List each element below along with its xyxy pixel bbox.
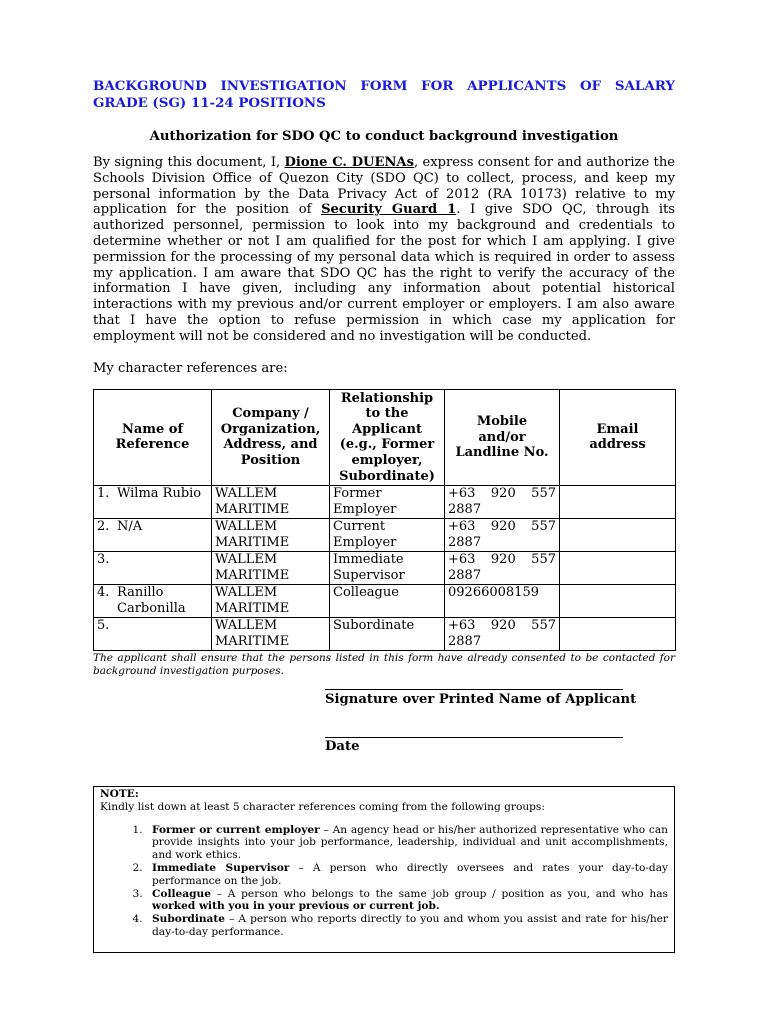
note-term: Immediate Supervisor	[152, 861, 290, 874]
ref-mobile-line1: +63 920 557	[448, 618, 556, 634]
table-row	[94, 585, 676, 618]
ref-email	[560, 618, 676, 651]
ref-mobile-line2: 2887	[448, 567, 482, 583]
ref-name-cell	[94, 585, 212, 618]
header-email: Email address	[560, 389, 676, 486]
references-table	[93, 389, 676, 652]
ref-name-cell	[94, 552, 212, 585]
table-row	[94, 519, 676, 552]
header-company: Company / Organization, Address, and Position	[212, 389, 330, 486]
ref-company: WALLEM MARITIME	[212, 618, 330, 651]
ref-name: Ranillo Carbonilla	[117, 585, 186, 616]
ref-name: Wilma Rubio	[117, 486, 202, 502]
ref-email	[560, 486, 676, 519]
ref-email	[560, 585, 676, 618]
table-header-row	[94, 389, 676, 486]
note-box	[93, 786, 675, 953]
ref-name-cell	[94, 519, 212, 552]
list-item	[146, 913, 668, 939]
header-name: Name of Reference	[94, 389, 212, 486]
table-row	[94, 618, 676, 651]
ref-email	[560, 519, 676, 552]
date-label: Date	[325, 739, 360, 754]
consent-paragraph	[93, 155, 675, 345]
note-desc: – An agency head or his/her authorized representative who can provide insights into your job performance, leadership, individual and unit accomplishments, and work ethics.	[152, 823, 668, 862]
document-page	[93, 78, 675, 677]
consent-disclaimer: The applicant shall ensure that the persons listed in this form have already consented to be contacted for background investigation purposes.	[93, 652, 675, 677]
ref-name	[117, 552, 208, 568]
consent-text-1: By signing this document, I,	[93, 155, 285, 170]
ref-mobile-cell	[445, 519, 560, 552]
ref-mobile-line1: +63 920 557	[448, 552, 556, 568]
ref-number: 1.	[97, 486, 110, 502]
ref-relationship: Colleague	[330, 585, 445, 618]
ref-mobile-line2: 2887	[448, 633, 482, 649]
ref-mobile-line1: 09266008159	[448, 585, 539, 601]
ref-relationship: Immediate Supervisor	[330, 552, 445, 585]
ref-mobile-cell	[445, 585, 560, 618]
ref-name-cell	[94, 486, 212, 519]
note-heading: NOTE:	[100, 788, 139, 800]
ref-mobile-line1: +63 920 557	[448, 486, 556, 502]
ref-mobile-line2: 2887	[448, 501, 482, 517]
header-mobile: Mobile and/or Landline No.	[445, 389, 560, 486]
ref-name-cell	[94, 618, 212, 651]
references-intro: My character references are:	[93, 360, 288, 376]
list-item	[146, 888, 668, 914]
position-name: Security Guard 1	[321, 202, 457, 218]
header-relationship: Relationship to the Applicant (e.g., Former employer, Subordinate)	[330, 389, 445, 486]
form-subtitle: Authorization for SDO QC to conduct background investigation	[149, 129, 619, 144]
ref-mobile-cell	[445, 486, 560, 519]
ref-relationship: Subordinate	[330, 618, 445, 651]
list-item	[146, 824, 668, 862]
ref-company: WALLEM MARITIME	[212, 486, 330, 519]
signature-label: Signature over Printed Name of Applicant	[325, 692, 637, 707]
ref-number: 4.	[97, 585, 110, 601]
signature-line	[325, 689, 623, 690]
ref-email	[560, 552, 676, 585]
applicant-name: Dione C. DUENAs	[284, 155, 414, 170]
table-row	[94, 552, 676, 585]
ref-number: 3.	[97, 552, 110, 568]
ref-company: WALLEM MARITIME	[212, 552, 330, 585]
list-item	[146, 862, 668, 888]
note-term: Colleague	[152, 887, 212, 900]
ref-company: WALLEM MARITIME	[212, 519, 330, 552]
ref-mobile-cell	[445, 552, 560, 585]
ref-mobile-line1: +63 920 557	[448, 519, 556, 535]
note-desc: – A person who belongs to the same job group / position as you, and who has	[211, 887, 668, 900]
consent-text-3: . I give SDO QC, through its authorized personnel, permission to look into my background and credentials to determine whether or not I am qualified for the post for which I am applying. I give permission for the processing of my personal data which is required in order to assess my application. I am aware that SDO QC has the right to verify the accuracy of the information I have given, including any information about potential historical interactions with my previous and/or current employer or employers. I am also aware that I have the option to refuse permission in which case my application for employment will not be considered and no investigation will be conducted.	[93, 202, 675, 344]
note-desc: – A person who reports directly to you and whom you assist and rate for his/her day-to-day performance.	[152, 913, 668, 938]
ref-number: 2.	[97, 519, 110, 535]
date-line	[325, 737, 623, 738]
ref-mobile-line2: 2887	[448, 534, 482, 550]
note-desc: – A person who directly oversees and rates your day-to-day performance on the job.	[152, 861, 668, 887]
ref-name: N/A	[117, 519, 143, 535]
ref-relationship: Former Employer	[330, 486, 445, 519]
ref-company: WALLEM MARITIME	[212, 585, 330, 618]
ref-number: 5.	[97, 618, 110, 634]
consent-text-2: , express consent for and authorize the Schools Division Office of Quezon City (SDO QC) to collect, process, and keep my personal information by the Data Privacy Act of 2012 (RA 10173) relative to my application for the position of	[93, 155, 675, 218]
form-title: BACKGROUND INVESTIGATION FORM FOR APPLICANTS OF SALARY GRADE (SG) 11-24 POSITIONS	[93, 78, 675, 111]
ref-name	[117, 618, 208, 634]
ref-mobile-cell	[445, 618, 560, 651]
note-bold-tail: worked with you in your previous or current job.	[152, 900, 440, 913]
table-row	[94, 486, 676, 519]
ref-relationship: Current Employer	[330, 519, 445, 552]
note-term: Subordinate	[152, 913, 226, 926]
note-list	[100, 824, 668, 939]
note-intro: Kindly list down at least 5 character references coming from the following groups:	[100, 800, 545, 813]
note-term: Former or current employer	[152, 823, 320, 836]
